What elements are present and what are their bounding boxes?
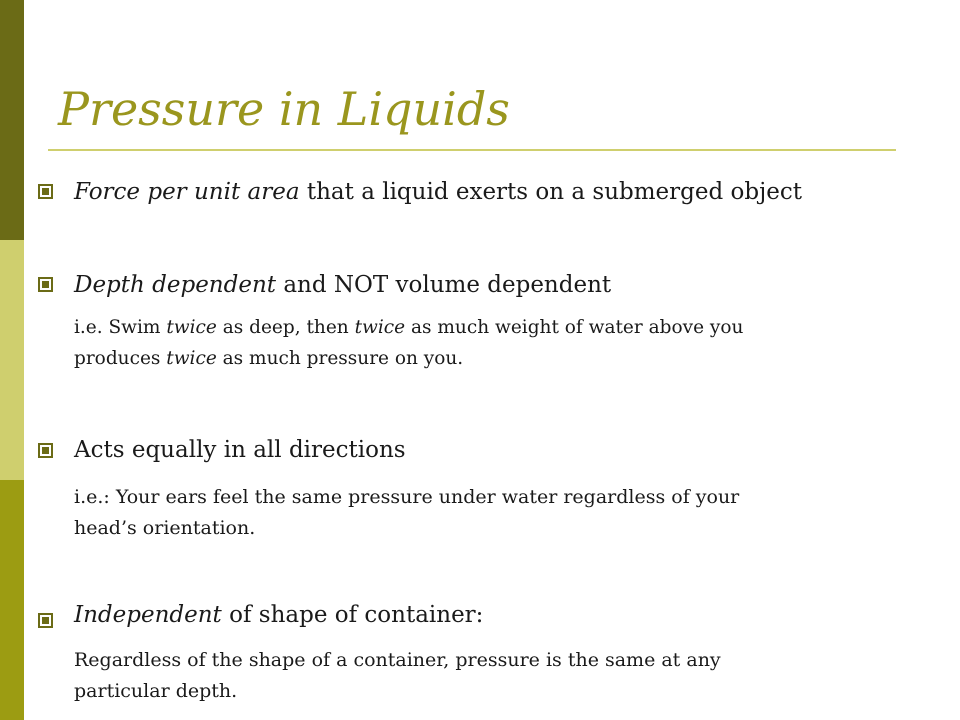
bullet-item-directions: Acts equally in all directions xyxy=(74,437,406,463)
sidebar-band-dark xyxy=(0,0,24,240)
square-bullet-icon xyxy=(38,184,53,199)
sub-text-line: particular depth. xyxy=(74,680,238,702)
square-bullet-icon xyxy=(38,277,53,292)
bullet-item-independent xyxy=(74,600,483,630)
sub-text-line: head’s orientation. xyxy=(74,517,256,539)
bullet-emphasis: Independent xyxy=(74,602,222,628)
sub-text-line: i.e.: Your ears feel the same pressure under water regardless of your xyxy=(74,486,740,508)
sub-text-directions xyxy=(74,482,904,544)
square-bullet-icon xyxy=(38,613,53,628)
bullet-item-depth xyxy=(74,270,611,300)
square-bullet-icon xyxy=(38,443,53,458)
title-underline xyxy=(48,149,896,151)
sub-text-depth xyxy=(74,312,904,374)
sub-text-independent xyxy=(74,645,904,707)
bullet-item-force xyxy=(74,177,802,207)
bullet-text: of shape of container: xyxy=(221,602,484,628)
sidebar-decoration xyxy=(0,0,24,720)
bullet-emphasis: Depth dependent xyxy=(74,272,277,298)
bullet-emphasis: Force per unit area xyxy=(74,179,300,205)
sidebar-band-mid xyxy=(0,480,24,720)
sub-text-line: Regardless of the shape of a container, pressure is the same at any xyxy=(74,649,721,671)
slide-title: Pressure in Liquids xyxy=(58,82,510,136)
sub-text-line: produces twice as much pressure on you. xyxy=(74,348,464,369)
bullet-text: that a liquid exerts on a submerged object xyxy=(299,179,802,205)
bullet-text: and NOT volume dependent xyxy=(276,272,612,298)
sub-text-line: i.e. Swim twice as deep, then twice as much weight of water above you xyxy=(74,317,744,338)
sidebar-band-light xyxy=(0,240,24,480)
